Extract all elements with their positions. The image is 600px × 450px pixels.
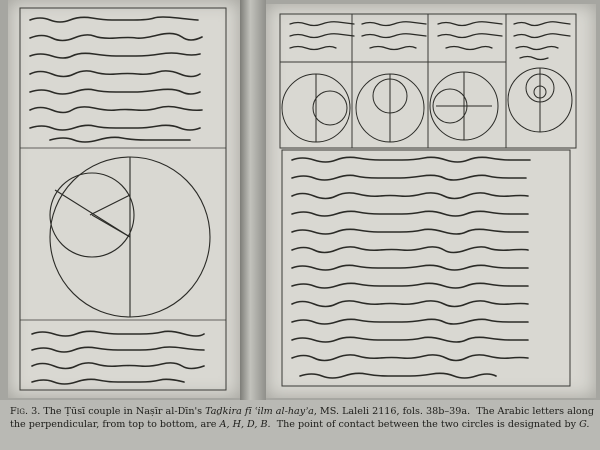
diagram-1 [282, 74, 350, 142]
left-page-script-bottom [32, 331, 204, 384]
perpendicular-letters: A, H, D, B. [219, 419, 271, 430]
caption-text-3: The point of contact between the two circles is designated by [270, 419, 580, 430]
left-page-script-top [30, 17, 202, 142]
caption-text-1: The Ṭūsī couple in Naṣīr al-Dīn's [40, 406, 206, 417]
figure-label: Fig. 3. [10, 406, 41, 417]
diagram-row-frames [280, 14, 576, 148]
diagram-4 [508, 68, 572, 132]
treatise-title: Taḏkira fī ʿilm al-hayʾa [205, 406, 314, 417]
diagram-3 [430, 72, 498, 140]
diagram-headings-script [290, 22, 570, 60]
contact-point-letter: G. [579, 419, 590, 430]
right-page-script [292, 157, 530, 378]
tusi-couple-diagram [50, 157, 210, 317]
caption-text-2: , MS. Laleli 2116, fols. 38b–39a. The Arabic letters along the perpendicular, from top to bottom, are [10, 406, 598, 430]
diagram-2 [356, 74, 424, 142]
figure-caption [10, 405, 598, 431]
